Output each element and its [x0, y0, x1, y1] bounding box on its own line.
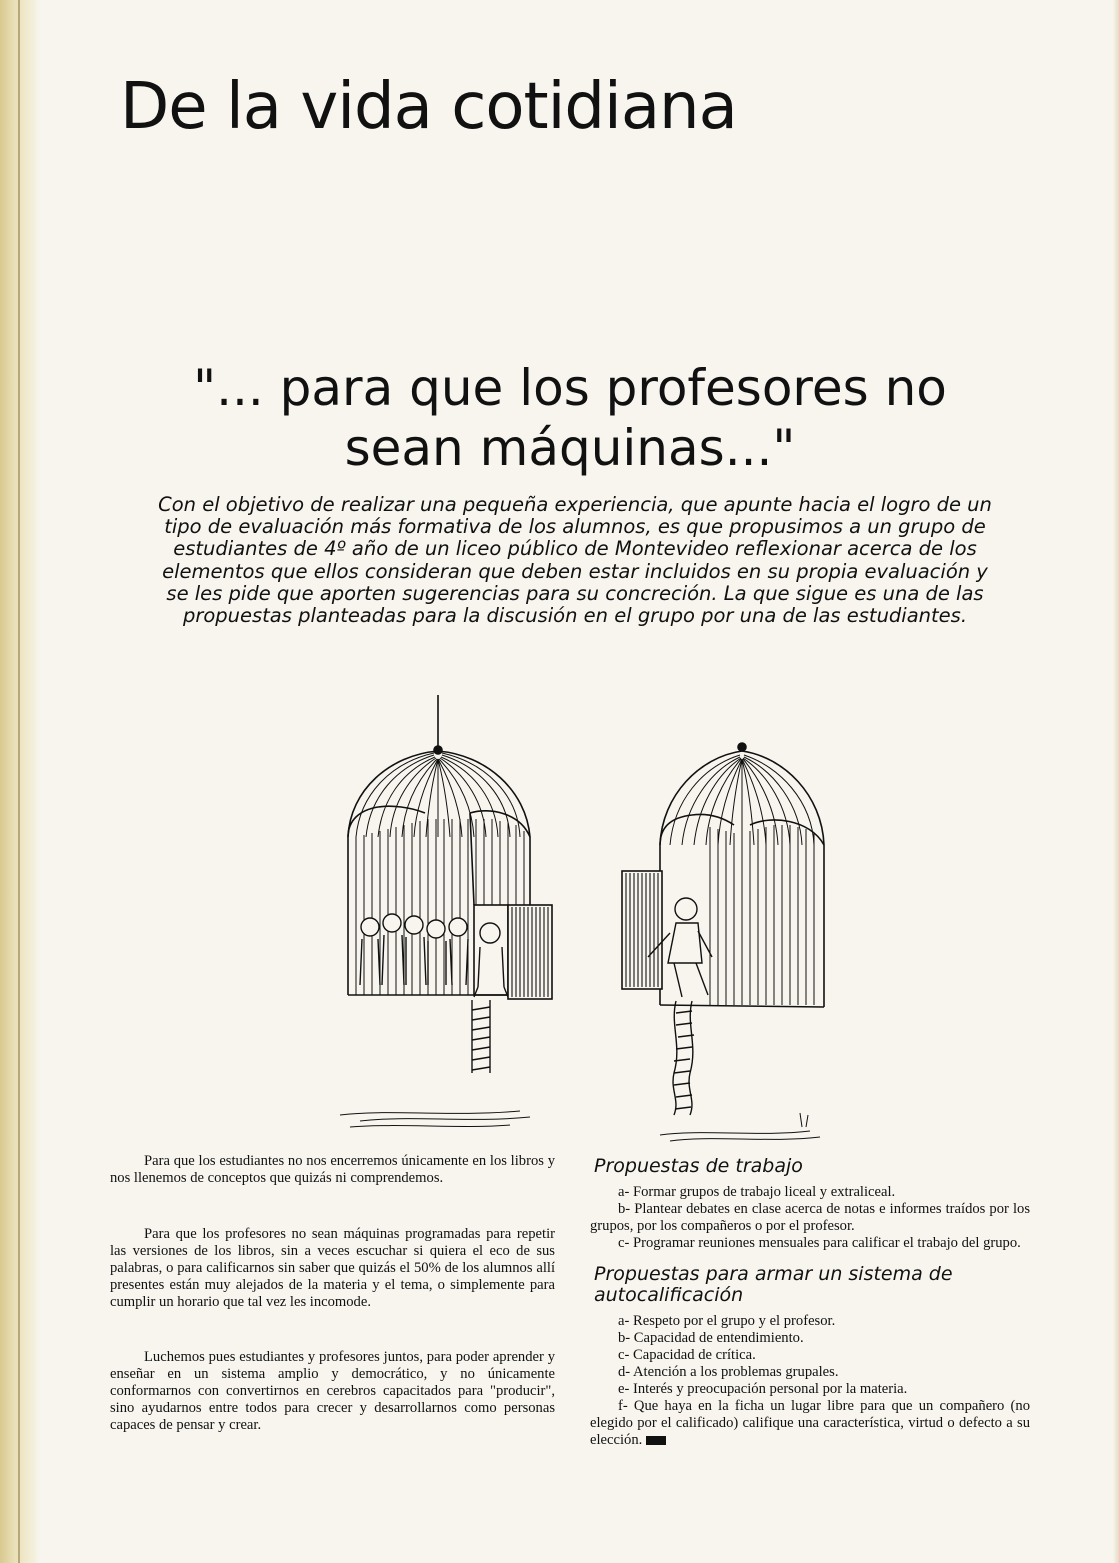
right-ladder [673, 1001, 694, 1115]
self-grading-item-text: f- Que haya en la ficha un lugar libre para que un compañero (no elegido por el calificado) califique una característica, virtud o defecto a su elección. [590, 1397, 1030, 1448]
work-proposal-item: c- Programar reuniones mensuales para calificar el trabajo del grupo. [618, 1234, 1021, 1251]
right-ground [660, 1113, 820, 1141]
page-edge [1113, 0, 1119, 1563]
self-grading-item: d- Atención a los problemas grupales. [618, 1363, 839, 1380]
work-proposals-heading: Propuestas de trabajo [594, 1155, 803, 1177]
right-birdcage [622, 743, 824, 1141]
work-proposal-item: b- Plantear debates en clase acerca de notas e informes traídos por los grupos, por los compañeros o por el profesor. [590, 1200, 1030, 1234]
work-proposals-list [590, 1184, 1030, 1252]
caged-students [360, 914, 508, 997]
paragraph-teachers: Para que los profesores no sean máquinas programadas para repetir las versiones de los libros, sin a veces escuchar si quiera el eco de sus palabras, o para calificarnos sin saber que quizás el 50% de los alumnos allí presentes están muy alejados de la materia y el tema, o simplemente para cumplir un horario que tal vez les incomode. [110, 1225, 555, 1310]
self-grading-item: e- Interés y preocupación personal por la materia. [618, 1380, 908, 1397]
article-headline: "... para que los profesores no sean máquinas..." [193, 359, 947, 477]
paragraph-students: Para que los estudiantes no nos encerremos únicamente en los libros y nos llenemos de conceptos que quizás ni comprendemos. [110, 1153, 555, 1186]
right-column [590, 1156, 1030, 1449]
paragraph-together: Luchemos pues estudiantes y profesores juntos, para poder aprender y enseñar en un sistema amplio y democrático, y no únicamente conformarnos con convertirnos en cerebros capacitados para "producir", sino ayudarnos entre todos para crecer y desarrollarnos como personas capaces de pensar y crear. [110, 1349, 555, 1434]
binding-spine [0, 0, 40, 1563]
end-of-article-mark [646, 1436, 666, 1445]
left-birdcage [340, 695, 552, 1127]
left-column [110, 1153, 555, 1473]
section-title: De la vida cotidiana [120, 70, 737, 144]
self-grading-item: c- Capacidad de crítica. [618, 1347, 756, 1364]
birdcage-illustration [330, 695, 850, 1155]
self-grading-item-last [590, 1398, 1030, 1449]
left-ground [340, 1111, 530, 1127]
article-intro: Con el objetivo de realizar una pequeña experiencia, que apunte hacia el logro de un tipo de evaluación más formativa de los alumnos, es que propusimos a un grupo de estudiantes de 4º año de un liceo público de Montevideo reflexionar acerca de los elementos que ellos consideran que deben estar incluidos en su propia evaluación y se les pide que aporten sugerencias para su concreción. La que sigue es una de las propuestas planteadas para la discusión en el grupo por una de las estudiantes. [158, 493, 992, 628]
self-grading-heading: Propuestas para armar un sistema de autocalificación [594, 1262, 953, 1307]
spine-fold [18, 0, 20, 1563]
work-proposal-item: a- Formar grupos de trabajo liceal y extraliceal. [618, 1183, 896, 1200]
left-ladder [472, 1000, 490, 1073]
self-grading-item: b- Capacidad de entendimiento. [618, 1330, 804, 1347]
self-grading-list [590, 1313, 1030, 1448]
self-grading-item: a- Respeto por el grupo y el profesor. [618, 1313, 836, 1330]
